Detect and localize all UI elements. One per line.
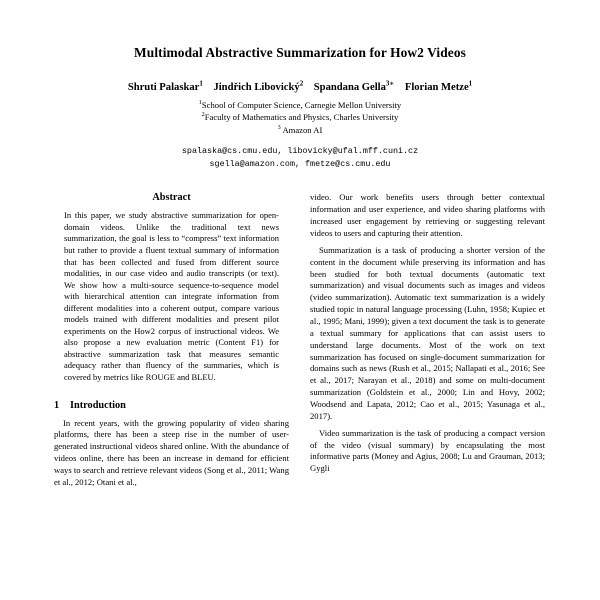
section-number: 1 <box>54 399 60 411</box>
author-affil-marker: 3∗ <box>385 79 395 88</box>
author-entry: Spandana Gella$^{3∗}$ <box>313 79 395 93</box>
author-list <box>54 79 546 95</box>
body-paragraph: Video summarization is the task of producing a compact version of the video (visual summary) by encapsulating the most informative parts (Money and Agius, 2008; Lu and Grauman, 2013; Gygli <box>310 427 545 474</box>
intro-paragraph: In recent years, with the growing popularity of video sharing platforms, there has been a steep rise in the number of user-generated instructional videos shared online. With the abundance of videos online, there has been an increase in demand for efficient ways to search and retrieve relevant videos (Song et al., 2011; Wang et al., 2012; Otani et al., <box>54 417 289 487</box>
abstract-heading: Abstract <box>152 192 191 204</box>
affiliation-3: $^3$ Amazon AI <box>277 123 323 135</box>
affil-marker: 3 <box>277 123 281 131</box>
author-entry: Shruti Palaskar$^1$ <box>127 79 203 93</box>
author-affil-marker: 1 <box>199 79 203 88</box>
author-emails <box>54 145 546 170</box>
right-column <box>310 192 545 493</box>
body-paragraph: Summarization is a task of producing a shorter version of the content in the document while preserving its information and has been studied for both textual documents (automatic text summarization) and visual documents such as images and videos (video summarization). Automatic text summarization is a widely studied topic in natural language processing (Luhn, 1958; Kupiec et al., 1995; Mani, 1999); given a text document the task is to generate a textual summary for applications that can assist users to understand large documents. Most of the work on text summarization has focused on single-document summarization for domains such as news (Rush et al., 2015; Nallapati et al., 2016; See et al., 2017; Narayan et al., 2018) and some on multi-document summarization (Goldstein et al., 2000; Lin and Hovy, 2002; Woodsend and Lapata, 2012; Cao et al., 2015; Yasunaga et al., 2017). <box>310 244 545 421</box>
email-line: spalaska@cs.cmu.edu, libovicky@ufal.mff.cuni.cz <box>181 146 419 157</box>
affiliation-2: $^2$Faculty of Mathematics and Physics, Charles University <box>201 111 399 123</box>
two-column-body <box>54 192 546 493</box>
author-entry: Florian Metze$^1$ <box>404 79 473 93</box>
affil-marker: 1 <box>198 98 202 106</box>
affiliation-1: $^1$School of Computer Science, Carnegie Mellon University <box>198 98 402 110</box>
author-affil-marker: 1 <box>468 79 473 88</box>
page-title: Multimodal Abstractive Summarization for How2 Videos <box>134 45 466 60</box>
author-entry: Jindřich Libovický$^2$ <box>213 79 304 93</box>
section-heading-introduction <box>54 400 289 411</box>
abstract-text: In this paper, we study abstractive summarization for open-domain videos. Unlike the traditional text news summarization, the goal is less to “compress” text information but rather to provide a fluent textual summary of information that has been collected and fused from different source modalities, in our case video and audio transcripts (or text). We show how a multi-source sequence-to-sequence model with hierarchical attention can integrate information from different modalities into a coherent output, compare various models trained with different modalities and present pilot experiments on the How2 corpus of instructional videos. We also propose a new evaluation metric (Content F1) for abstractive summarization task that measures semantic adequacy rather than fluency of the summaries, which is covered by metrics like ROUGE and BLEU. <box>64 210 279 383</box>
section-label: Introduction <box>70 399 126 411</box>
left-column <box>54 192 289 493</box>
body-paragraph: video. Our work benefits users through better contextual information and user experience, and video sharing platforms with increased user engagement by retrieving or suggesting relevant videos to users and capturing their attention. <box>310 192 545 238</box>
affil-marker: 2 <box>201 111 205 119</box>
email-line: sgella@amazon.com, fmetze@cs.cmu.edu <box>209 158 391 169</box>
author-affil-marker: 2 <box>299 79 304 88</box>
